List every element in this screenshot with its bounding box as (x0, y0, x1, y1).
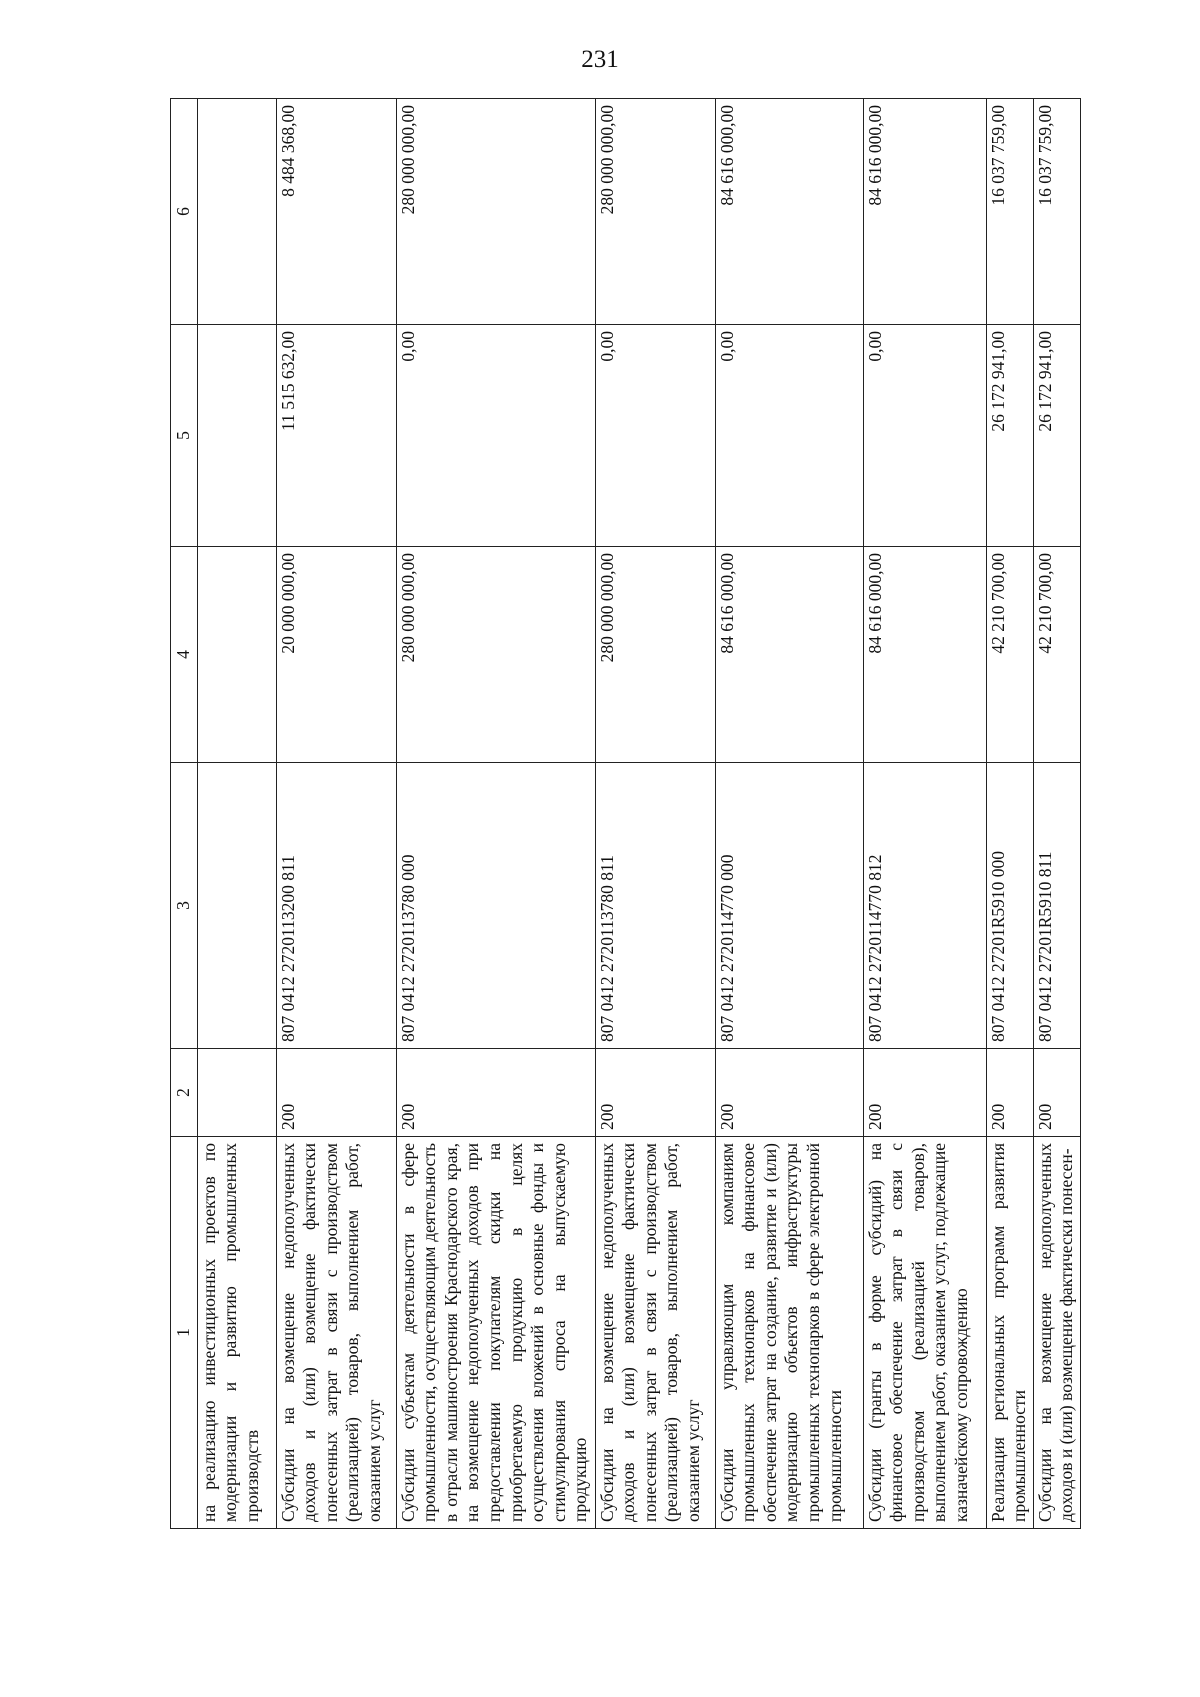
table-row (595, 99, 715, 1529)
row-classification (197, 763, 276, 1049)
row-col6: 280 000 000,00 (595, 99, 715, 325)
header-cell: 6 (171, 99, 198, 325)
header-cell: 1 (171, 1137, 198, 1529)
header-cell: 4 (171, 547, 198, 763)
row-name: Реализация региональных программ развития промышленности (986, 1137, 1033, 1529)
table-row (715, 99, 863, 1529)
row-code: 200 (396, 1049, 595, 1137)
row-col4: 84 616 000,00 (715, 547, 863, 763)
row-name: Субсидии на возмещение недополученных доходов и (или) возмещение фактически понесен- (1033, 1137, 1080, 1529)
row-code: 200 (595, 1049, 715, 1137)
header-cell: 2 (171, 1049, 198, 1137)
row-name: Субсидии на возмещение недополученных доходов и (или) возмещение фактически понесенных затрат в связи с производством (реализацией) товаров, выполнением работ, оказанием услуг (595, 1137, 715, 1529)
row-classification: 807 0412 2720113780 811 (595, 763, 715, 1049)
row-col6: 8 484 368,00 (276, 99, 396, 325)
row-classification: 807 0412 27201R5910 000 (986, 763, 1033, 1049)
row-col4 (197, 547, 276, 763)
row-col5: 26 172 941,00 (1033, 325, 1080, 547)
row-col6 (197, 99, 276, 325)
row-name: Субсидии (гранты в форме субсидий) на финансовое обеспечение затрат в связи с производством (реализацией товаров), выполнением работ, оказанием услуг, подлежащие казначейскому сопровождению (863, 1137, 986, 1529)
row-name: Субсидии управляющим компаниям промышленных технопарков на финансовое обеспечение затрат на создание, развитие и (или) модернизацию объектов инфраструктуры промышленных технопарков в сфере электронной промышленности (715, 1137, 863, 1529)
row-classification: 807 0412 2720114770 000 (715, 763, 863, 1049)
row-col4: 42 210 700,00 (1033, 547, 1080, 763)
row-col4: 20 000 000,00 (276, 547, 396, 763)
row-col5: 0,00 (715, 325, 863, 547)
table-header-row (171, 99, 198, 1529)
row-code (197, 1049, 276, 1137)
table-row (276, 99, 396, 1529)
budget-table (170, 98, 1081, 1529)
row-col4: 280 000 000,00 (595, 547, 715, 763)
row-classification: 807 0412 2720113200 811 (276, 763, 396, 1049)
row-col5: 0,00 (595, 325, 715, 547)
table-row (986, 99, 1033, 1529)
header-cell: 3 (171, 763, 198, 1049)
row-col4: 42 210 700,00 (986, 547, 1033, 763)
row-classification: 807 0412 27201R5910 811 (1033, 763, 1080, 1049)
row-col6: 84 616 000,00 (863, 99, 986, 325)
row-classification: 807 0412 2720113780 000 (396, 763, 595, 1049)
rotated-table-container (170, 99, 1125, 1529)
row-code: 200 (276, 1049, 396, 1137)
row-code: 200 (715, 1049, 863, 1137)
table-row (197, 99, 276, 1529)
row-col5: 26 172 941,00 (986, 325, 1033, 547)
table-row (396, 99, 595, 1529)
table-row (863, 99, 986, 1529)
row-col6: 16 037 759,00 (1033, 99, 1080, 325)
row-col5: 11 515 632,00 (276, 325, 396, 547)
row-col5: 0,00 (863, 325, 986, 547)
row-col6: 16 037 759,00 (986, 99, 1033, 325)
row-code: 200 (986, 1049, 1033, 1137)
row-code: 200 (1033, 1049, 1080, 1137)
row-name: на реализацию инвестиционных проектов по модернизации и развитию промышленных производств (197, 1137, 276, 1529)
row-col6: 280 000 000,00 (396, 99, 595, 325)
row-name: Субсидии субъектам деятельности в сфере промышленности, осуществляющим деятельность в отрасли машиностроения Краснодарского края, на возмещение недополученных доходов при предоставлении покупателям скидки на приобретаемую продукцию в целях осуществления вложений в основные фонды и стимулирования спроса на выпускаемую продукцию (396, 1137, 595, 1529)
row-col4: 84 616 000,00 (863, 547, 986, 763)
header-cell: 5 (171, 325, 198, 547)
page-number: 231 (581, 46, 619, 73)
row-col5: 0,00 (396, 325, 595, 547)
row-col5 (197, 325, 276, 547)
row-col6: 84 616 000,00 (715, 99, 863, 325)
table-row (1033, 99, 1080, 1529)
row-code: 200 (863, 1049, 986, 1137)
row-name: Субсидии на возмещение недополученных доходов и (или) возмещение фактически понесенных затрат в связи с производством (реализацией) товаров, выполнением работ, оказанием услуг (276, 1137, 396, 1529)
row-classification: 807 0412 2720114770 812 (863, 763, 986, 1049)
row-col4: 280 000 000,00 (396, 547, 595, 763)
